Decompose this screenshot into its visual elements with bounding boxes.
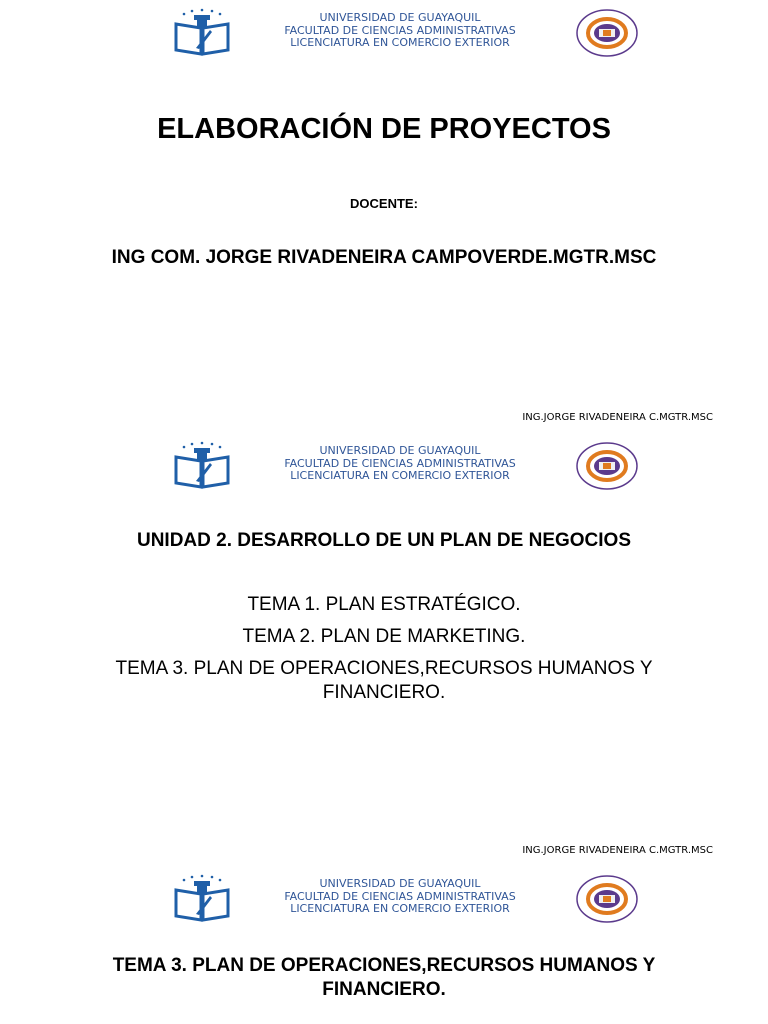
header-line-1: UNIVERSIDAD DE GUAYAQUIL: [319, 444, 481, 457]
tema-3-line-2: FINANCIERO.: [322, 682, 446, 703]
university-book-logo: [172, 8, 232, 56]
header-line-2: FACULTAD DE CIENCIAS ADMINISTRATIVAS: [284, 456, 516, 470]
header-line-3: LICENCIATURA EN COMERCIO EXTERIOR: [290, 469, 510, 482]
slide-3: [0, 866, 768, 1024]
tema-1: TEMA 1. PLAN ESTRATÉGICO.: [247, 594, 521, 615]
slide-2: [0, 433, 768, 866]
tema-3-title-line-1: TEMA 3. PLAN DE OPERACIONES,RECURSOS HUMANOS Y: [112, 955, 656, 976]
university-header: [250, 878, 550, 916]
header-line-3: LICENCIATURA EN COMERCIO EXTERIOR: [290, 902, 510, 915]
university-book-logo: [172, 874, 232, 922]
docente-label: DOCENTE:: [350, 196, 418, 211]
header-line-2: FACULTAD DE CIENCIAS ADMINISTRATIVAS: [284, 23, 516, 37]
university-seal-logo: [575, 874, 639, 924]
tema-3-title-line-2: FINANCIERO.: [322, 979, 446, 1000]
slide-footer: ING.JORGE RIVADENEIRA C.MGTR.MSC: [522, 845, 713, 856]
university-header: [250, 445, 550, 483]
slide-title: ELABORACIÓN DE PROYECTOS: [157, 113, 611, 145]
header-line-1: UNIVERSIDAD DE GUAYAQUIL: [319, 11, 481, 24]
university-book-logo: [172, 441, 232, 489]
slide-1: [0, 0, 768, 432]
tema-2: TEMA 2. PLAN DE MARKETING.: [242, 626, 526, 647]
unidad-heading: UNIDAD 2. DESARROLLO DE UN PLAN DE NEGOCIOS: [136, 530, 632, 551]
university-seal-logo: [575, 8, 639, 58]
header-line-1: UNIVERSIDAD DE GUAYAQUIL: [319, 877, 481, 890]
docente-name: ING COM. JORGE RIVADENEIRA CAMPOVERDE.MGTR.MSC: [111, 247, 657, 268]
slide-footer: ING.JORGE RIVADENEIRA C.MGTR.MSC: [522, 412, 713, 423]
university-seal-logo: [575, 441, 639, 491]
university-header: [250, 12, 550, 50]
header-line-2: FACULTAD DE CIENCIAS ADMINISTRATIVAS: [284, 889, 516, 903]
tema-3-line-1: TEMA 3. PLAN DE OPERACIONES,RECURSOS HUMANOS Y: [115, 658, 653, 679]
header-line-3: LICENCIATURA EN COMERCIO EXTERIOR: [290, 36, 510, 49]
